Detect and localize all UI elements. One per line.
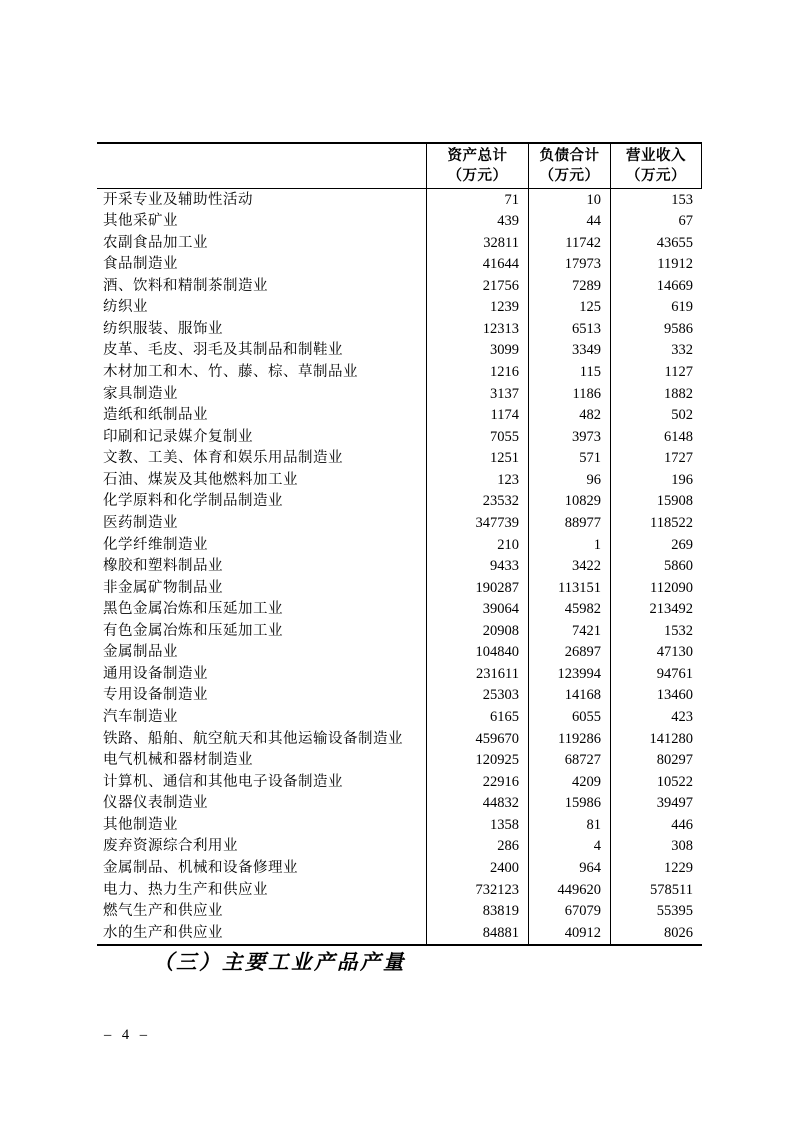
table-row — [97, 297, 702, 319]
assets-value-cell: 439 — [426, 211, 528, 233]
liabilities-value-cell: 3349 — [528, 340, 610, 362]
revenue-value-cell: 67 — [610, 211, 702, 233]
table-row — [97, 254, 702, 276]
revenue-value-cell: 1532 — [610, 620, 702, 642]
assets-value-cell: 347739 — [426, 512, 528, 534]
revenue-value-cell: 39497 — [610, 793, 702, 815]
liabilities-value-cell: 14168 — [528, 685, 610, 707]
liabilities-value-cell: 67079 — [528, 901, 610, 923]
table-row — [97, 857, 702, 879]
assets-header-label: 资产总计 — [447, 148, 508, 164]
liabilities-value-cell: 45982 — [528, 599, 610, 621]
assets-value-cell: 20908 — [426, 620, 528, 642]
industry-name-cell: 纺织服装、服饰业 — [103, 320, 223, 337]
industry-name-cell: 仪器仪表制造业 — [103, 795, 208, 812]
table-row — [97, 663, 702, 685]
assets-value-cell: 23532 — [426, 491, 528, 513]
liabilities-value-cell: 11742 — [528, 232, 610, 254]
liabilities-value-cell: 125 — [528, 297, 610, 319]
industry-name-cell: 铁路、船舶、航空航天和其他运输设备制造业 — [103, 730, 403, 747]
table-row — [97, 512, 702, 534]
assets-value-cell: 41644 — [426, 254, 528, 276]
industry-name-cell: 计算机、通信和其他电子设备制造业 — [103, 773, 343, 790]
header-cell-assets — [426, 144, 528, 188]
table-row — [97, 685, 702, 707]
industry-name-cell: 金属制品、机械和设备修理业 — [103, 859, 298, 876]
liabilities-value-cell: 119286 — [528, 728, 610, 750]
assets-value-cell: 1216 — [426, 362, 528, 384]
table-row — [97, 879, 702, 901]
assets-value-cell: 732123 — [426, 879, 528, 901]
revenue-value-cell: 578511 — [610, 879, 702, 901]
industry-name-cell: 汽车制造业 — [103, 709, 178, 726]
industry-name-cell: 皮革、毛皮、羽毛及其制品和制鞋业 — [103, 342, 343, 359]
revenue-value-cell: 14669 — [610, 275, 702, 297]
industry-name-cell: 木材加工和木、竹、藤、棕、草制品业 — [103, 364, 358, 381]
liabilities-value-cell: 7421 — [528, 620, 610, 642]
table-row — [97, 642, 702, 664]
assets-value-cell: 32811 — [426, 232, 528, 254]
table-row — [97, 836, 702, 858]
industry-name-cell: 酒、饮料和精制茶制造业 — [103, 277, 268, 294]
assets-value-cell: 1239 — [426, 297, 528, 319]
industry-name-cell: 造纸和纸制品业 — [103, 407, 208, 424]
assets-value-cell: 7055 — [426, 426, 528, 448]
header-cell-industry — [97, 144, 426, 188]
revenue-value-cell: 15908 — [610, 491, 702, 513]
table-row — [97, 534, 702, 556]
liabilities-value-cell: 6055 — [528, 707, 610, 729]
table-row — [97, 793, 702, 815]
liabilities-header-label: 负债合计 — [539, 148, 600, 164]
liabilities-value-cell: 4 — [528, 836, 610, 858]
table-row — [97, 383, 702, 405]
assets-value-cell: 120925 — [426, 750, 528, 772]
assets-value-cell: 25303 — [426, 685, 528, 707]
revenue-value-cell: 446 — [610, 814, 702, 836]
liabilities-value-cell: 1186 — [528, 383, 610, 405]
assets-value-cell: 123 — [426, 469, 528, 491]
liabilities-header-unit: （万元） — [539, 168, 600, 184]
revenue-value-cell: 94761 — [610, 663, 702, 685]
industry-statistics-table — [97, 142, 702, 946]
industry-name-cell: 化学原料和化学制品制造业 — [103, 493, 283, 510]
table-header-row — [97, 144, 702, 189]
industry-name-cell: 电力、热力生产和供应业 — [103, 881, 268, 898]
revenue-value-cell: 112090 — [610, 577, 702, 599]
revenue-value-cell: 80297 — [610, 750, 702, 772]
revenue-header-unit: （万元） — [626, 168, 686, 184]
industry-name-cell: 橡胶和塑料制品业 — [103, 558, 223, 575]
page-number: – 4 – — [104, 1027, 148, 1043]
assets-value-cell: 190287 — [426, 577, 528, 599]
industry-name-cell: 家具制造业 — [103, 385, 178, 402]
liabilities-value-cell: 3973 — [528, 426, 610, 448]
table-row — [97, 750, 702, 772]
revenue-value-cell: 153 — [610, 189, 702, 211]
revenue-value-cell: 10522 — [610, 771, 702, 793]
liabilities-value-cell: 571 — [528, 448, 610, 470]
assets-value-cell: 1251 — [426, 448, 528, 470]
table-row — [97, 211, 702, 233]
industry-name-cell: 文教、工美、体育和娱乐用品制造业 — [103, 450, 343, 467]
assets-value-cell: 21756 — [426, 275, 528, 297]
liabilities-value-cell: 68727 — [528, 750, 610, 772]
table-row — [97, 318, 702, 340]
assets-value-cell: 71 — [426, 189, 528, 211]
assets-value-cell: 286 — [426, 836, 528, 858]
revenue-value-cell: 213492 — [610, 599, 702, 621]
industry-name-cell: 印刷和记录媒介复制业 — [103, 428, 253, 445]
table-row — [97, 620, 702, 642]
industry-name-cell: 医药制造业 — [103, 514, 178, 531]
table-row — [97, 728, 702, 750]
industry-name-cell: 开采专业及辅助性活动 — [103, 191, 253, 208]
assets-value-cell: 6165 — [426, 707, 528, 729]
table-row — [97, 901, 702, 923]
industry-name-cell: 非金属矿物制品业 — [103, 579, 223, 596]
table-row — [97, 771, 702, 793]
table-row — [97, 448, 702, 470]
table-row — [97, 426, 702, 448]
assets-value-cell: 3137 — [426, 383, 528, 405]
revenue-value-cell: 141280 — [610, 728, 702, 750]
industry-name-cell: 金属制品业 — [103, 644, 178, 661]
industry-name-cell: 黑色金属冶炼和压延加工业 — [103, 601, 283, 618]
revenue-value-cell: 9586 — [610, 318, 702, 340]
revenue-value-cell: 308 — [610, 836, 702, 858]
revenue-value-cell: 1882 — [610, 383, 702, 405]
liabilities-value-cell: 81 — [528, 814, 610, 836]
liabilities-value-cell: 6513 — [528, 318, 610, 340]
industry-name-cell: 石油、煤炭及其他燃料加工业 — [103, 471, 298, 488]
revenue-value-cell: 55395 — [610, 901, 702, 923]
liabilities-value-cell: 4209 — [528, 771, 610, 793]
assets-value-cell: 3099 — [426, 340, 528, 362]
liabilities-value-cell: 96 — [528, 469, 610, 491]
liabilities-value-cell: 40912 — [528, 922, 610, 944]
section-heading: （三）主要工业产品产量 — [153, 950, 406, 974]
revenue-value-cell: 269 — [610, 534, 702, 556]
table-body — [97, 189, 702, 944]
liabilities-value-cell: 10 — [528, 189, 610, 211]
table-row — [97, 340, 702, 362]
liabilities-value-cell: 1 — [528, 534, 610, 556]
assets-value-cell: 1174 — [426, 405, 528, 427]
table-row — [97, 556, 702, 578]
assets-value-cell: 2400 — [426, 857, 528, 879]
header-cell-liabilities — [528, 144, 610, 188]
assets-value-cell: 12313 — [426, 318, 528, 340]
industry-name-cell: 水的生产和供应业 — [103, 924, 223, 941]
revenue-header-label: 营业收入 — [626, 148, 686, 164]
industry-name-cell: 农副食品加工业 — [103, 234, 208, 251]
revenue-value-cell: 1727 — [610, 448, 702, 470]
revenue-value-cell: 619 — [610, 297, 702, 319]
assets-value-cell: 22916 — [426, 771, 528, 793]
header-cell-revenue — [610, 144, 702, 188]
industry-name-cell: 食品制造业 — [103, 256, 178, 273]
revenue-value-cell: 8026 — [610, 922, 702, 944]
revenue-value-cell: 5860 — [610, 556, 702, 578]
liabilities-value-cell: 964 — [528, 857, 610, 879]
revenue-value-cell: 47130 — [610, 642, 702, 664]
revenue-value-cell: 332 — [610, 340, 702, 362]
table-row — [97, 189, 702, 211]
revenue-value-cell: 11912 — [610, 254, 702, 276]
table-row — [97, 599, 702, 621]
industry-name-cell: 纺织业 — [103, 299, 148, 316]
liabilities-value-cell: 123994 — [528, 663, 610, 685]
industry-name-cell: 化学纤维制造业 — [103, 536, 208, 553]
liabilities-value-cell: 26897 — [528, 642, 610, 664]
industry-name-cell: 有色金属冶炼和压延加工业 — [103, 622, 283, 639]
liabilities-value-cell: 113151 — [528, 577, 610, 599]
revenue-value-cell: 502 — [610, 405, 702, 427]
industry-name-cell: 燃气生产和供应业 — [103, 903, 223, 920]
revenue-value-cell: 423 — [610, 707, 702, 729]
assets-value-cell: 459670 — [426, 728, 528, 750]
table-row — [97, 707, 702, 729]
liabilities-value-cell: 482 — [528, 405, 610, 427]
assets-value-cell: 39064 — [426, 599, 528, 621]
liabilities-value-cell: 3422 — [528, 556, 610, 578]
industry-name-cell: 废弃资源综合利用业 — [103, 838, 238, 855]
industry-name-cell: 电气机械和器材制造业 — [103, 752, 253, 769]
assets-value-cell: 1358 — [426, 814, 528, 836]
assets-value-cell: 9433 — [426, 556, 528, 578]
revenue-value-cell: 118522 — [610, 512, 702, 534]
revenue-value-cell: 196 — [610, 469, 702, 491]
table-row — [97, 362, 702, 384]
liabilities-value-cell: 10829 — [528, 491, 610, 513]
table-row — [97, 577, 702, 599]
assets-value-cell: 231611 — [426, 663, 528, 685]
industry-name-cell: 其他采矿业 — [103, 213, 178, 230]
liabilities-value-cell: 17973 — [528, 254, 610, 276]
industry-name-cell: 其他制造业 — [103, 816, 178, 833]
table-row — [97, 275, 702, 297]
liabilities-value-cell: 115 — [528, 362, 610, 384]
table-row — [97, 469, 702, 491]
assets-value-cell: 44832 — [426, 793, 528, 815]
liabilities-value-cell: 7289 — [528, 275, 610, 297]
table-row — [97, 405, 702, 427]
assets-value-cell: 210 — [426, 534, 528, 556]
revenue-value-cell: 43655 — [610, 232, 702, 254]
revenue-value-cell: 1229 — [610, 857, 702, 879]
liabilities-value-cell: 88977 — [528, 512, 610, 534]
revenue-value-cell: 13460 — [610, 685, 702, 707]
table-row — [97, 491, 702, 513]
table-row — [97, 814, 702, 836]
industry-name-cell: 专用设备制造业 — [103, 687, 208, 704]
table-row — [97, 232, 702, 254]
liabilities-value-cell: 15986 — [528, 793, 610, 815]
liabilities-value-cell: 449620 — [528, 879, 610, 901]
assets-value-cell: 104840 — [426, 642, 528, 664]
revenue-value-cell: 6148 — [610, 426, 702, 448]
liabilities-value-cell: 44 — [528, 211, 610, 233]
revenue-value-cell: 1127 — [610, 362, 702, 384]
table-row — [97, 922, 702, 944]
assets-header-unit: （万元） — [447, 168, 508, 184]
assets-value-cell: 84881 — [426, 922, 528, 944]
assets-value-cell: 83819 — [426, 901, 528, 923]
industry-name-cell: 通用设备制造业 — [103, 665, 208, 682]
